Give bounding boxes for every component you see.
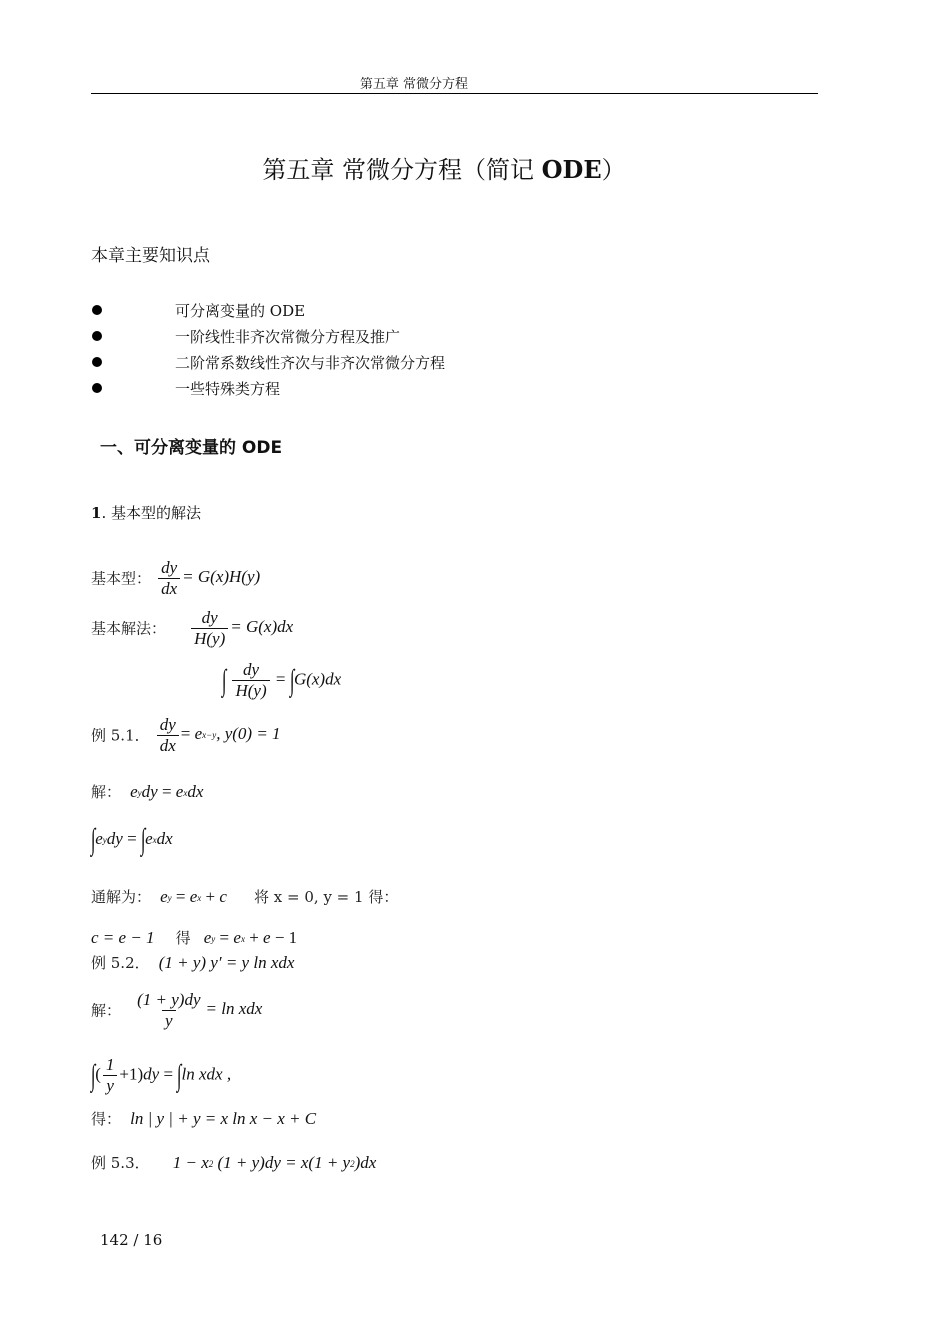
chapter-title-close: ） — [601, 156, 626, 184]
solution-label: 解： — [91, 1001, 122, 1020]
general-solution-label: 通解为： — [91, 888, 152, 906]
fraction: $\frac{dy}{H(y)}$ — [191, 608, 228, 649]
fraction: $\frac{dy}{dx}$ — [157, 715, 179, 756]
integral-line: ∫eydy = ∫exdx — [90, 823, 173, 856]
fraction: $\frac{1}{y}$ — [103, 1055, 118, 1096]
chapter-title-text: 第五章 常微分方程（简记 — [262, 156, 542, 184]
result-label: 得： — [91, 1110, 122, 1128]
header-rule — [91, 93, 818, 94]
section-heading: 一、可分离变量的 ODE — [100, 438, 283, 458]
chapter-title — [0, 150, 888, 185]
substitution-text: 将 x = 0, y = 1 得： — [254, 888, 399, 906]
bullet-icon — [92, 305, 102, 315]
general-solution: 通解为： ey = ex + c 将 x = 0, y = 1 得： — [91, 887, 399, 906]
constant-value: c = e − 1 — [91, 928, 155, 947]
solution-label: 解： — [91, 783, 122, 801]
basic-form-label: 基本型： — [91, 569, 152, 588]
fraction: $\frac{dy}{H(y)}$ — [232, 660, 269, 701]
key-points-heading: 本章主要知识点 — [91, 246, 210, 266]
bullet-icon — [92, 383, 102, 393]
integral-rhs: ln xdx , — [181, 1064, 232, 1084]
key-point-text: 可分离变量的 ODE — [175, 302, 306, 320]
key-point-text: 一些特殊类方程 — [175, 380, 281, 398]
example-5-1: 例 5.1． $\frac{dy}{dx}$ = ex−y, y(0) = 1 — [91, 715, 281, 755]
chapter-title-ode: ODE — [541, 155, 602, 184]
example-label: 例 5.1． — [91, 726, 150, 745]
solution-line: 解： eydy = exdx — [91, 782, 204, 801]
constant-line: c = e − 1 得 ey = ex + e − 1 — [91, 928, 298, 947]
result-word: 得 — [175, 929, 191, 947]
subsection-title: . 基本型的解法 — [101, 504, 201, 522]
example-5-2 — [91, 952, 294, 973]
bullet-icon — [92, 331, 102, 341]
running-header: 第五章 常微分方程 — [359, 77, 469, 92]
example-condition: , y(0) = 1 — [216, 724, 281, 744]
subsection-number: 1 — [91, 504, 102, 522]
integral-line: ∫( $\frac{1}{y}$ +1)dy = ∫ln xdx , — [90, 1055, 232, 1095]
example-label: 例 5.3． — [91, 1154, 150, 1172]
solution-line — [91, 990, 262, 1031]
basic-form — [91, 558, 260, 599]
basic-method-rhs: = G(x)dx — [230, 617, 294, 637]
basic-method — [91, 608, 293, 649]
basic-form-rhs: = G(x)H(y) — [182, 567, 261, 587]
solution-rhs: = ln xdx — [205, 999, 263, 1019]
page-number: 142 / 16 — [100, 1231, 163, 1249]
result-equation: ln | y | + y = x ln x − x + C — [130, 1109, 317, 1128]
example-label: 例 5.2． — [91, 954, 150, 972]
integral-rhs: G(x)dx — [293, 669, 342, 689]
basic-method-integral: ∫ $\frac{dy}{H(y)}$ = ∫G(x)dx — [221, 660, 342, 700]
example-equation: (1 + y) y′ = y ln xdx — [158, 953, 295, 972]
key-point-text: 一阶线性非齐次常微分方程及推广 — [175, 328, 401, 346]
fraction: $\frac{dy}{dx}$ — [158, 558, 180, 599]
fraction: $\frac{(1 + y)dy}{y}$ — [137, 990, 201, 1030]
example-5-3: 例 5.3． 1 − x2 (1 + y)dy = x(1 + y2)dx — [91, 1153, 377, 1172]
basic-method-label: 基本解法： — [91, 619, 167, 638]
key-point-text: 二阶常系数线性齐次与非齐次常微分方程 — [175, 354, 446, 372]
bullet-icon — [92, 357, 102, 367]
subsection-heading — [91, 502, 201, 523]
result-line — [91, 1108, 316, 1129]
